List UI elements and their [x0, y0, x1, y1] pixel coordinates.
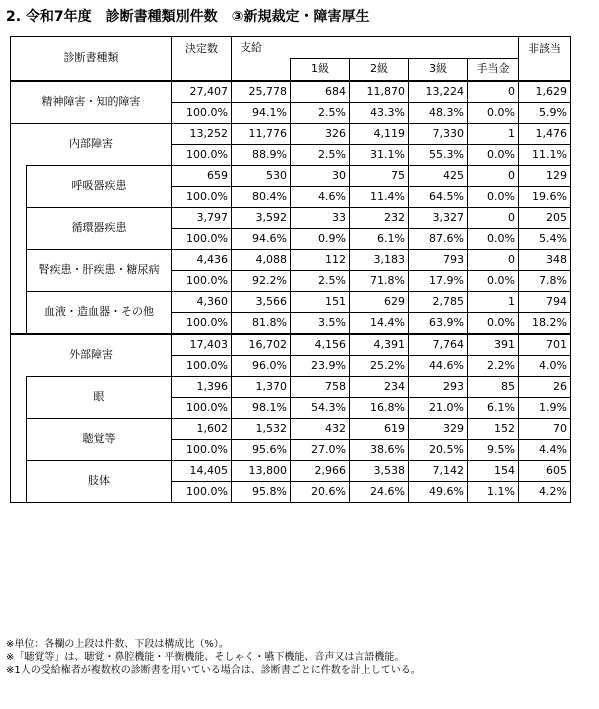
cell-ratio: 0.0%: [468, 312, 519, 334]
cell-count: 4,360: [172, 291, 232, 312]
cell-count: 4,119: [350, 123, 409, 144]
cell-count: 4,436: [172, 249, 232, 270]
table-row: [11, 376, 571, 397]
cell-ratio: 7.8%: [519, 270, 571, 291]
cell-count: 30: [291, 165, 350, 186]
row-label-external: 外部障害: [11, 334, 172, 377]
cell-count: 151: [291, 291, 350, 312]
cell-ratio: 54.3%: [291, 397, 350, 418]
cell-ratio: 0.0%: [468, 186, 519, 207]
cell-ratio: 48.3%: [409, 102, 468, 123]
cell-count: 1,370: [232, 376, 291, 397]
cell-count: 14,405: [172, 460, 232, 481]
cell-count: 605: [519, 460, 571, 481]
cell-ratio: 2.5%: [291, 144, 350, 165]
cell-count: 0: [468, 207, 519, 228]
footnotes: [6, 638, 421, 677]
cell-ratio: 87.6%: [409, 228, 468, 249]
cell-ratio: 55.3%: [409, 144, 468, 165]
cell-count: 26: [519, 376, 571, 397]
cell-count: 2,785: [409, 291, 468, 312]
cell-ratio: 14.4%: [350, 312, 409, 334]
cell-ratio: 80.4%: [232, 186, 291, 207]
cell-ratio: 38.6%: [350, 439, 409, 460]
cell-count: 659: [172, 165, 232, 186]
cell-count: 1,476: [519, 123, 571, 144]
table-row: [11, 123, 571, 144]
cell-ratio: 6.1%: [350, 228, 409, 249]
cell-count: 329: [409, 418, 468, 439]
cell-ratio: 20.6%: [291, 481, 350, 502]
cell-ratio: 100.0%: [172, 228, 232, 249]
cell-count: 0: [468, 81, 519, 103]
cell-ratio: 95.6%: [232, 439, 291, 460]
cell-count: 1: [468, 291, 519, 312]
cell-ratio: 21.0%: [409, 397, 468, 418]
cell-ratio: 11.4%: [350, 186, 409, 207]
cell-count: 13,800: [232, 460, 291, 481]
header-grade3: 3級: [409, 59, 468, 81]
cell-ratio: 31.1%: [350, 144, 409, 165]
cell-ratio: 0.9%: [291, 228, 350, 249]
cell-count: 7,330: [409, 123, 468, 144]
cell-count: 0: [468, 249, 519, 270]
cell-count: 432: [291, 418, 350, 439]
cell-ratio: 94.1%: [232, 102, 291, 123]
row-label-kidney-liver-diabetes: 腎疾患・肝疾患・糖尿病: [27, 249, 172, 291]
footnote-hearing: ※「聴覚等」は、聴覚・鼻腔機能・平衡機能、そしゃく・嚥下機能、音声又は言語機能。: [6, 652, 405, 663]
cell-ratio: 49.6%: [409, 481, 468, 502]
cell-ratio: 6.1%: [468, 397, 519, 418]
cell-ratio: 3.5%: [291, 312, 350, 334]
cell-ratio: 63.9%: [409, 312, 468, 334]
cell-ratio: 100.0%: [172, 186, 232, 207]
cell-count: 11,776: [232, 123, 291, 144]
page-title: 2. 令和7年度 診断書種類別件数 ③新規裁定・障害厚生: [6, 9, 370, 25]
cell-ratio: 1.1%: [468, 481, 519, 502]
cell-ratio: 100.0%: [172, 102, 232, 123]
header-paid: 支給: [232, 37, 519, 59]
table-row: [11, 207, 571, 228]
cell-ratio: 98.1%: [232, 397, 291, 418]
cell-count: 629: [350, 291, 409, 312]
cell-count: 1,532: [232, 418, 291, 439]
cell-ratio: 20.5%: [409, 439, 468, 460]
cell-ratio: 4.2%: [519, 481, 571, 502]
header-paid-blank: [232, 59, 291, 81]
cell-ratio: 92.2%: [232, 270, 291, 291]
cell-ratio: 16.8%: [350, 397, 409, 418]
cell-ratio: 24.6%: [350, 481, 409, 502]
cell-ratio: 5.4%: [519, 228, 571, 249]
row-label-limbs: 肢体: [27, 460, 172, 502]
cell-ratio: 4.4%: [519, 439, 571, 460]
cell-ratio: 18.2%: [519, 312, 571, 334]
cell-count: 70: [519, 418, 571, 439]
cell-count: 17,403: [172, 334, 232, 356]
cell-ratio: 100.0%: [172, 144, 232, 165]
header-grade2: 2級: [350, 59, 409, 81]
cell-ratio: 100.0%: [172, 270, 232, 291]
cell-ratio: 100.0%: [172, 397, 232, 418]
cell-ratio: 4.6%: [291, 186, 350, 207]
cell-count: 152: [468, 418, 519, 439]
cell-count: 530: [232, 165, 291, 186]
diagnosis-stats-table: [10, 36, 571, 503]
cell-count: 3,538: [350, 460, 409, 481]
cell-count: 13,252: [172, 123, 232, 144]
cell-ratio: 2.2%: [468, 355, 519, 376]
cell-ratio: 9.5%: [468, 439, 519, 460]
cell-count: 1: [468, 123, 519, 144]
cell-count: 13,224: [409, 81, 468, 103]
cell-count: 75: [350, 165, 409, 186]
cell-count: 4,391: [350, 334, 409, 356]
row-label-eye: 眼: [27, 376, 172, 418]
cell-ratio: 64.5%: [409, 186, 468, 207]
cell-count: 3,592: [232, 207, 291, 228]
cell-ratio: 88.9%: [232, 144, 291, 165]
cell-ratio: 11.1%: [519, 144, 571, 165]
cell-count: 3,566: [232, 291, 291, 312]
footnote-counting: ※1人の受給権者が複数枚の診断書を用いている場合は、診断書ごとに件数を計上している。: [6, 665, 421, 676]
cell-count: 619: [350, 418, 409, 439]
cell-ratio: 96.0%: [232, 355, 291, 376]
cell-ratio: 0.0%: [468, 228, 519, 249]
group-gutter-internal: [11, 165, 27, 334]
cell-ratio: 71.8%: [350, 270, 409, 291]
table-row: [11, 249, 571, 270]
cell-count: 27,407: [172, 81, 232, 103]
cell-ratio: 17.9%: [409, 270, 468, 291]
cell-count: 33: [291, 207, 350, 228]
header-not-applicable: 非該当: [519, 37, 571, 81]
table-row: [11, 291, 571, 312]
cell-count: 2,966: [291, 460, 350, 481]
cell-ratio: 100.0%: [172, 355, 232, 376]
cell-ratio: 23.9%: [291, 355, 350, 376]
header-allowance: 手当金: [468, 59, 519, 81]
cell-count: 1,396: [172, 376, 232, 397]
cell-count: 205: [519, 207, 571, 228]
cell-ratio: 19.6%: [519, 186, 571, 207]
table-row: [11, 81, 571, 103]
cell-count: 154: [468, 460, 519, 481]
cell-count: 348: [519, 249, 571, 270]
row-label-respiratory: 呼吸器疾患: [27, 165, 172, 207]
row-label-circulatory: 循環器疾患: [27, 207, 172, 249]
cell-ratio: 43.3%: [350, 102, 409, 123]
cell-count: 0: [468, 165, 519, 186]
cell-ratio: 81.8%: [232, 312, 291, 334]
cell-count: 758: [291, 376, 350, 397]
cell-ratio: 5.9%: [519, 102, 571, 123]
cell-count: 7,764: [409, 334, 468, 356]
cell-ratio: 2.5%: [291, 270, 350, 291]
cell-ratio: 25.2%: [350, 355, 409, 376]
cell-count: 326: [291, 123, 350, 144]
cell-ratio: 95.8%: [232, 481, 291, 502]
cell-count: 3,327: [409, 207, 468, 228]
cell-ratio: 100.0%: [172, 481, 232, 502]
cell-count: 232: [350, 207, 409, 228]
table-row: [11, 334, 571, 356]
cell-count: 684: [291, 81, 350, 103]
cell-count: 4,088: [232, 249, 291, 270]
cell-count: 1,629: [519, 81, 571, 103]
cell-ratio: 100.0%: [172, 312, 232, 334]
cell-count: 16,702: [232, 334, 291, 356]
cell-count: 794: [519, 291, 571, 312]
cell-ratio: 100.0%: [172, 439, 232, 460]
cell-count: 391: [468, 334, 519, 356]
cell-ratio: 44.6%: [409, 355, 468, 376]
row-label-internal: 内部障害: [11, 123, 172, 165]
cell-ratio: 1.9%: [519, 397, 571, 418]
row-label-blood-other: 血液・造血器・その他: [27, 291, 172, 334]
table-row: [11, 460, 571, 481]
row-label-mental: 精神障害・知的障害: [11, 81, 172, 124]
cell-count: 234: [350, 376, 409, 397]
cell-count: 3,183: [350, 249, 409, 270]
header-grade1: 1級: [291, 59, 350, 81]
cell-ratio: 0.0%: [468, 144, 519, 165]
cell-count: 112: [291, 249, 350, 270]
cell-count: 293: [409, 376, 468, 397]
cell-count: 11,870: [350, 81, 409, 103]
cell-count: 425: [409, 165, 468, 186]
header-category: 診断書種類: [11, 37, 172, 81]
cell-count: 701: [519, 334, 571, 356]
cell-count: 793: [409, 249, 468, 270]
table-row: [11, 165, 571, 186]
cell-count: 85: [468, 376, 519, 397]
cell-count: 7,142: [409, 460, 468, 481]
cell-count: 25,778: [232, 81, 291, 103]
cell-count: 129: [519, 165, 571, 186]
cell-count: 1,602: [172, 418, 232, 439]
cell-ratio: 94.6%: [232, 228, 291, 249]
footnote-unit: ※単位：各欄の上段は件数、下段は構成比（%）。: [6, 639, 229, 650]
cell-ratio: 0.0%: [468, 270, 519, 291]
row-label-hearing: 聴覚等: [27, 418, 172, 460]
header-decided: 決定数: [172, 37, 232, 81]
cell-ratio: 2.5%: [291, 102, 350, 123]
cell-count: 4,156: [291, 334, 350, 356]
cell-ratio: 4.0%: [519, 355, 571, 376]
table-row: [11, 418, 571, 439]
cell-ratio: 27.0%: [291, 439, 350, 460]
cell-count: 3,797: [172, 207, 232, 228]
cell-ratio: 0.0%: [468, 102, 519, 123]
group-gutter-external: [11, 376, 27, 502]
